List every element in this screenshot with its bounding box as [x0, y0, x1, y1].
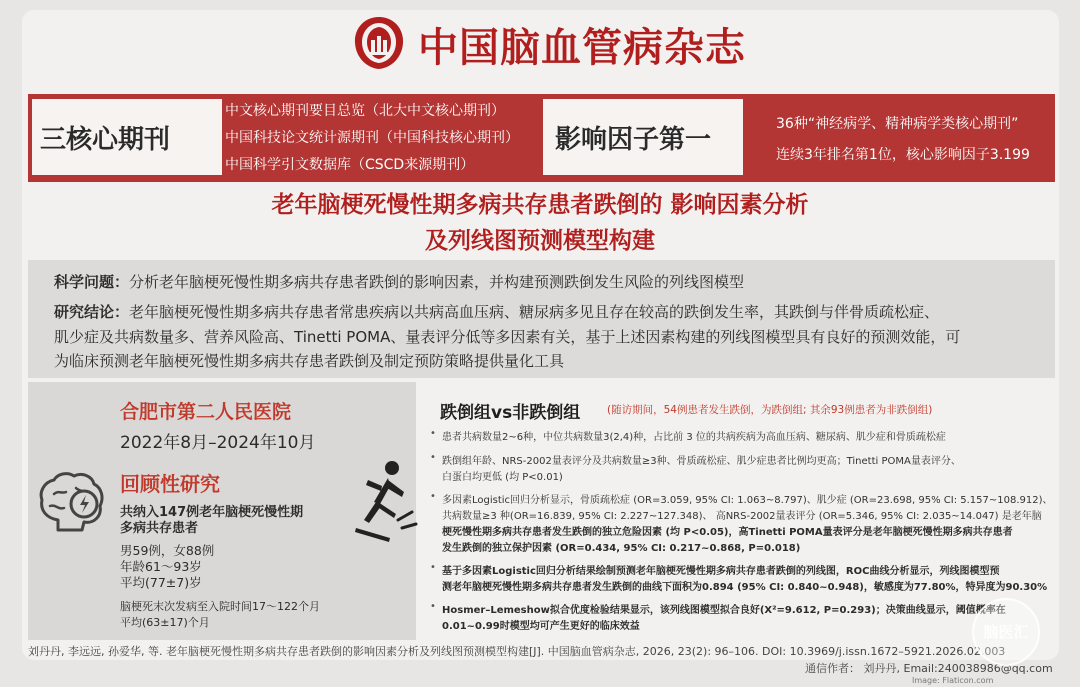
result-line: 多因素Logistic回归分析显示，骨质疏松症 (OR=3.059, 95% CI: 1.063~8.797)、肌少症 (OR=23.698, 95% CI: 5.157~108.912)、	[442, 495, 1053, 506]
bullet-marker: •	[430, 601, 436, 612]
result-line: 白蛋白均更低 (均 P<0.01)	[442, 472, 563, 483]
journal-highlights-banner	[28, 94, 1055, 182]
onset-text: 平均(63±17)个月	[120, 616, 210, 629]
onset-text: 脑梗死末次发病至入院时间17～122个月	[120, 600, 320, 613]
falling-person-icon	[352, 458, 420, 550]
bullet-marker: •	[430, 562, 436, 573]
hospital-name: 合肥市第二人民医院	[120, 401, 292, 423]
question-text: 分析老年脑梗死慢性期多病共存患者跌倒的影响因素，并构建预测跌倒发生风险的列线图模型	[129, 273, 745, 291]
core-journal-item: 中国科学引文数据库（CSCD来源期刊）	[225, 157, 475, 173]
watermark-badge: 脑医汇	[972, 598, 1040, 666]
scientific-question	[54, 271, 744, 292]
article-title-line2: 及列线图预测模型构建	[425, 227, 655, 254]
demographics-text: 年龄61～93岁	[120, 559, 202, 574]
conclusion-label: 研究结论：	[54, 303, 130, 321]
impact-factor-item: 连续3年排名第1位，核心影响因子3.199	[776, 147, 1030, 163]
cohort-text: 多病共存患者	[120, 521, 199, 536]
result-line: 测老年脑梗死慢性期多病共存患者发生跌倒的曲线下面积为0.894 (95% CI: 0.840~0.948)，敏感度为77.80%，特异度为90.30%	[442, 582, 1048, 593]
demographics-text: 男59例，女88例	[120, 543, 215, 558]
citation-text: 刘丹丹, 李远远, 孙爱华, 等. 老年脑梗死慢性期多病共存患者跌倒的影响因素分析及列线图预测模型构建[J]. 中国脑血管病杂志, 2026, 23(2): 96–106. DOI: 10.3969/j.issn.1672–5921.2026.02.003	[28, 645, 1006, 658]
core-journal-item: 中国科技论文统计源期刊（中国科技核心期刊）	[225, 130, 519, 146]
core-journal-heading: 三核心期刊	[40, 125, 171, 155]
conclusion-text: 肌少症及共病数量多、营养风险高、Tinetti POMA、量表评分低等多因素有关，基于上述因素构建的列线图模型具有良好的预测效能，可	[54, 328, 961, 346]
journal-name: 中国脑血管病杂志	[418, 24, 746, 71]
result-line: 0.01~0.99时模型均可产生更好的临床效益	[442, 621, 640, 632]
bullet-marker: •	[430, 428, 436, 439]
demographics-text: 平均(77±7)岁	[120, 575, 202, 590]
impact-factor-item: 36种“神经病学、精神病学类核心期刊”	[776, 116, 1019, 132]
result-line: Hosmer–Lemeshow拟合优度检验结果显示，该列线图模型拟合良好(X²=9.612, P=0.293)；决策曲线显示，阈值概率在	[442, 605, 1006, 616]
correspondence-text: 通信作者： 刘丹丹, Email:240038986@qq.com	[805, 662, 1053, 675]
conclusion-line	[54, 301, 939, 322]
study-period: 2022年8月–2024年10月	[120, 433, 316, 453]
brain-icon	[36, 470, 108, 536]
result-line: 跌倒组年龄、NRS-2002量表评分及共病数量≥3种、骨质疏松症、肌少症患者比例均更高；Tinetti POMA量表评分、	[442, 456, 961, 467]
bullet-marker: •	[430, 452, 436, 463]
result-line: 梗死慢性期多病共存患者发生跌倒的独立危险因素 (均 P<0.05)，高Tinetti POMA量表评分是老年脑梗死慢性期多病共存患者	[442, 527, 1013, 538]
result-line: 基于多因素Logistic回归分析结果绘制预测老年脑梗死慢性期多病共存患者跌倒的列线图，ROC曲线分析显示，列线图模型预	[442, 566, 1000, 577]
journal-logo-icon	[350, 14, 408, 72]
result-line: 共病数量≥3 种(OR=16.839, 95% CI: 2.227~127.348)、 高NRS-2002量表评分 (OR=5.346, 95% CI: 2.035~14.047) 是老年脑	[442, 511, 1042, 522]
article-title-line1: 老年脑梗死慢性期多病共存患者跌倒的 影响因素分析	[271, 191, 809, 218]
cohort-text: 共纳入147例老年脑梗死慢性期	[120, 505, 304, 520]
study-design: 回顾性研究	[120, 472, 220, 496]
bullet-marker: •	[430, 491, 436, 502]
conclusion-text: 老年脑梗死慢性期多病共存患者常患疾病以共病高血压病、糖尿病多见且存在较高的跌倒发生率，其跌倒与伴骨质疏松症、	[129, 303, 940, 321]
conclusion-text: 为临床预测老年脑梗死慢性期多病共存患者跌倒及制定预防策略提供量化工具	[54, 352, 565, 370]
result-line: 患者共病数量2~6种，中位共病数量3(2,4)种，占比前 3 位的共病疾病为高血压病、糖尿病、肌少症和骨质疏松症	[442, 432, 946, 443]
impact-factor-heading: 影响因子第一	[555, 125, 712, 155]
image-credit: Image: Flaticon.com	[912, 676, 994, 685]
question-label: 科学问题：	[54, 273, 130, 291]
result-line: 发生跌倒的独立保护因素 (OR=0.434, 95% CI: 0.217~0.868, P=0.018)	[442, 543, 801, 554]
results-heading: 跌倒组vs非跌倒组	[440, 403, 581, 423]
core-journal-item: 中文核心期刊要目总览（北大中文核心期刊）	[225, 103, 505, 119]
results-subheading: (随访期间，54例患者发生跌倒，为跌倒组; 其余93例患者为非跌倒组)	[607, 404, 933, 416]
